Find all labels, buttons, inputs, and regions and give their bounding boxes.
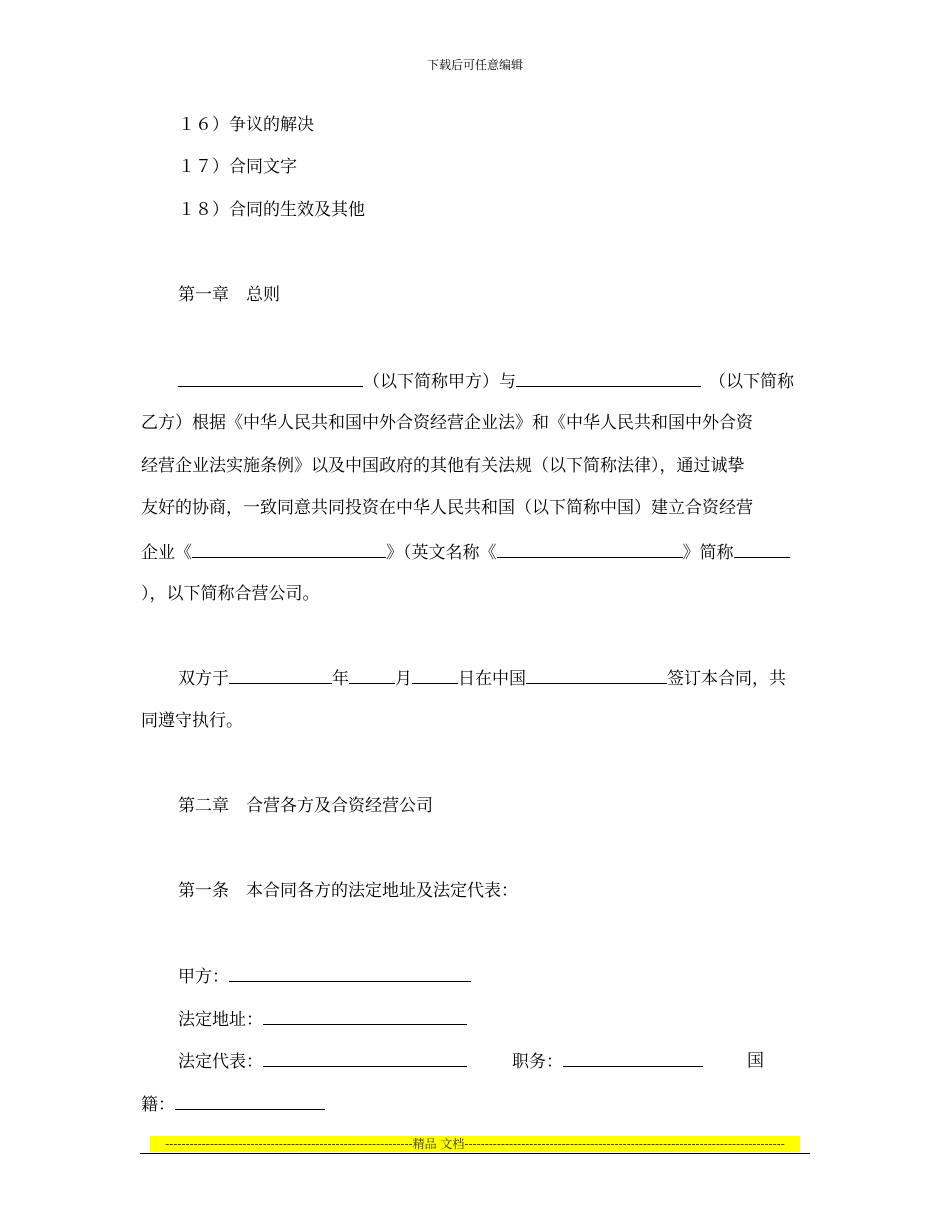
para1-line2: 乙方）根据《中华人民共和国中外合资经营企业法》和《中华人民共和国中外合资 [141,413,753,433]
chapter-1-title: 第一章 总则 [178,285,280,305]
para1-line1 [178,370,810,393]
para2-line2: 同遵守执行。 [141,711,243,731]
para2-text: 月 [395,669,412,689]
position-blank[interactable] [563,1050,703,1067]
footer-label: 精品 文档 [412,1137,465,1151]
para2-line1 [178,667,786,690]
representative-blank[interactable] [263,1050,467,1067]
chapter-2-title: 第二章 合营各方及合资经营公司 [178,796,433,816]
party-a-label: 甲方： [178,967,229,987]
address-blank[interactable] [263,1008,467,1025]
para1-text: 企业《 [141,543,192,563]
party-a-blank[interactable] [229,965,471,982]
company-name-blank[interactable] [192,541,386,558]
year-blank[interactable] [229,667,332,684]
month-blank[interactable] [349,667,395,684]
nationality-row [141,1093,325,1116]
para2-text: 签订本合同，共 [667,669,786,689]
footer-rule [140,1153,810,1154]
para1-line4: 友好的协商，一致同意共同投资在中华人民共和国（以下简称中国）建立合资经营 [141,498,753,518]
day-blank[interactable] [412,667,458,684]
nationality-label-a: 国 [747,1051,764,1071]
short-name-blank[interactable] [734,541,790,558]
party-b-name-blank[interactable] [516,370,701,387]
toc-item-16: １６）争议的解决 [178,115,314,135]
para1-text: （以下简称 [709,372,794,392]
para1-text: 》简称 [682,543,734,563]
representative-row [178,1050,467,1073]
para2-text: 日在中国 [458,669,526,689]
para1-line3: 经营企业法实施条例》以及中国政府的其他有关法规（以下简称法律），通过诚挚 [141,456,745,476]
toc-item-18: １８）合同的生效及其他 [178,200,365,220]
page-header: 下载后可任意编辑 [426,58,523,72]
party-a-row [178,965,471,988]
para2-text: 双方于 [178,669,229,689]
position-label: 职务： [512,1052,563,1072]
para1-line6: ），以下简称合营公司。 [141,584,320,604]
footer-dashes-right: ------------------------------------------------------------------------------- [464,1137,785,1151]
nationality-blank[interactable] [175,1093,325,1110]
para1-text: 》（英文名称《 [386,543,497,563]
footer-dashes-left: ------------------------------------------------------------- [165,1137,413,1151]
address-row [178,1008,467,1031]
para2-text: 年 [332,669,349,689]
party-a-name-blank[interactable] [178,370,363,387]
address-label: 法定地址： [178,1010,263,1030]
representative-label: 法定代表： [178,1052,263,1072]
place-blank[interactable] [526,667,667,684]
para1-line5 [141,541,790,564]
position-row [512,1050,703,1073]
footer-banner [150,1136,800,1152]
article-1-title: 第一条 本合同各方的法定地址及法定代表： [178,881,518,901]
para1-text: （以下简称甲方）与 [363,372,516,392]
toc-item-17: １７）合同文字 [178,157,297,177]
nationality-label-b: 籍： [141,1095,175,1115]
english-name-blank[interactable] [497,541,683,558]
